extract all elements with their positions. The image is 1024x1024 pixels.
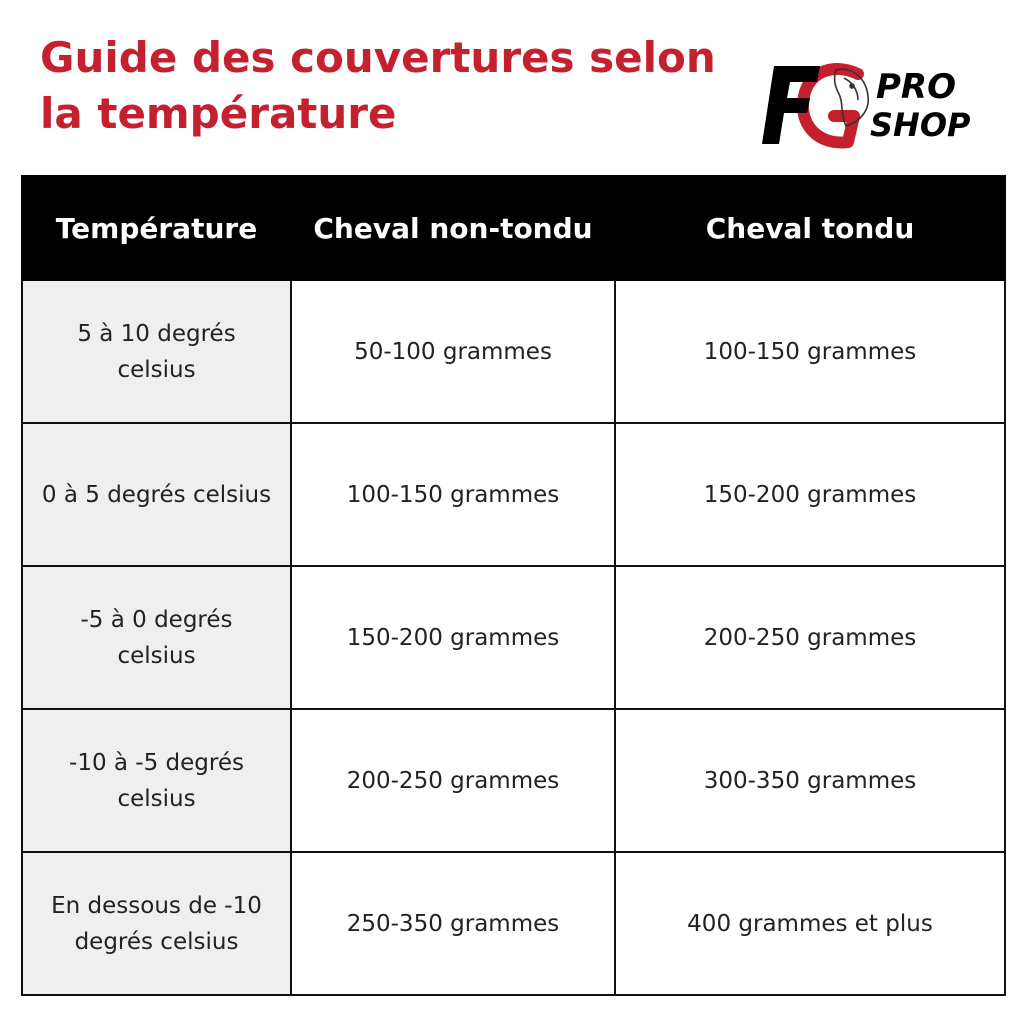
logo-graphic	[748, 56, 978, 152]
tondu-cell: 200-250 grammes	[615, 566, 1005, 709]
non-tondu-cell: 250-350 grammes	[291, 852, 615, 995]
non-tondu-cell: 100-150 grammes	[291, 423, 615, 566]
temperature-cell: -5 à 0 degrés celsius	[22, 566, 291, 709]
page-title-line-1: Guide des couvertures selon	[40, 33, 716, 82]
table-row	[22, 566, 1005, 709]
non-tondu-cell: 150-200 grammes	[291, 566, 615, 709]
tondu-cell: 300-350 grammes	[615, 709, 1005, 852]
page-title	[40, 30, 730, 142]
temperature-cell: 0 à 5 degrés celsius	[22, 423, 291, 566]
temperature-cell: -10 à -5 degrés celsius	[22, 709, 291, 852]
non-tondu-cell: 200-250 grammes	[291, 709, 615, 852]
table-row	[22, 852, 1005, 995]
header-tondu: Cheval tondu	[615, 176, 1005, 280]
tondu-cell: 100-150 grammes	[615, 280, 1005, 423]
tondu-cell: 400 grammes et plus	[615, 852, 1005, 995]
table-header-row	[22, 176, 1005, 280]
table-row	[22, 423, 1005, 566]
header-temperature: Température	[22, 176, 291, 280]
tondu-cell: 150-200 grammes	[615, 423, 1005, 566]
blanket-guide-table	[21, 175, 1006, 996]
header-non-tondu: Cheval non-tondu	[291, 176, 615, 280]
logo-shop-text: SHOP	[870, 106, 971, 144]
page-title-line-2: la température	[40, 89, 397, 138]
non-tondu-cell: 50-100 grammes	[291, 280, 615, 423]
table-row	[22, 280, 1005, 423]
table-row	[22, 709, 1005, 852]
logo-pro-text: PRO	[876, 67, 957, 107]
temperature-cell: En dessous de -10 degrés celsius	[22, 852, 291, 995]
fg-pro-shop-logo	[748, 56, 978, 152]
temperature-cell: 5 à 10 degrés celsius	[22, 280, 291, 423]
